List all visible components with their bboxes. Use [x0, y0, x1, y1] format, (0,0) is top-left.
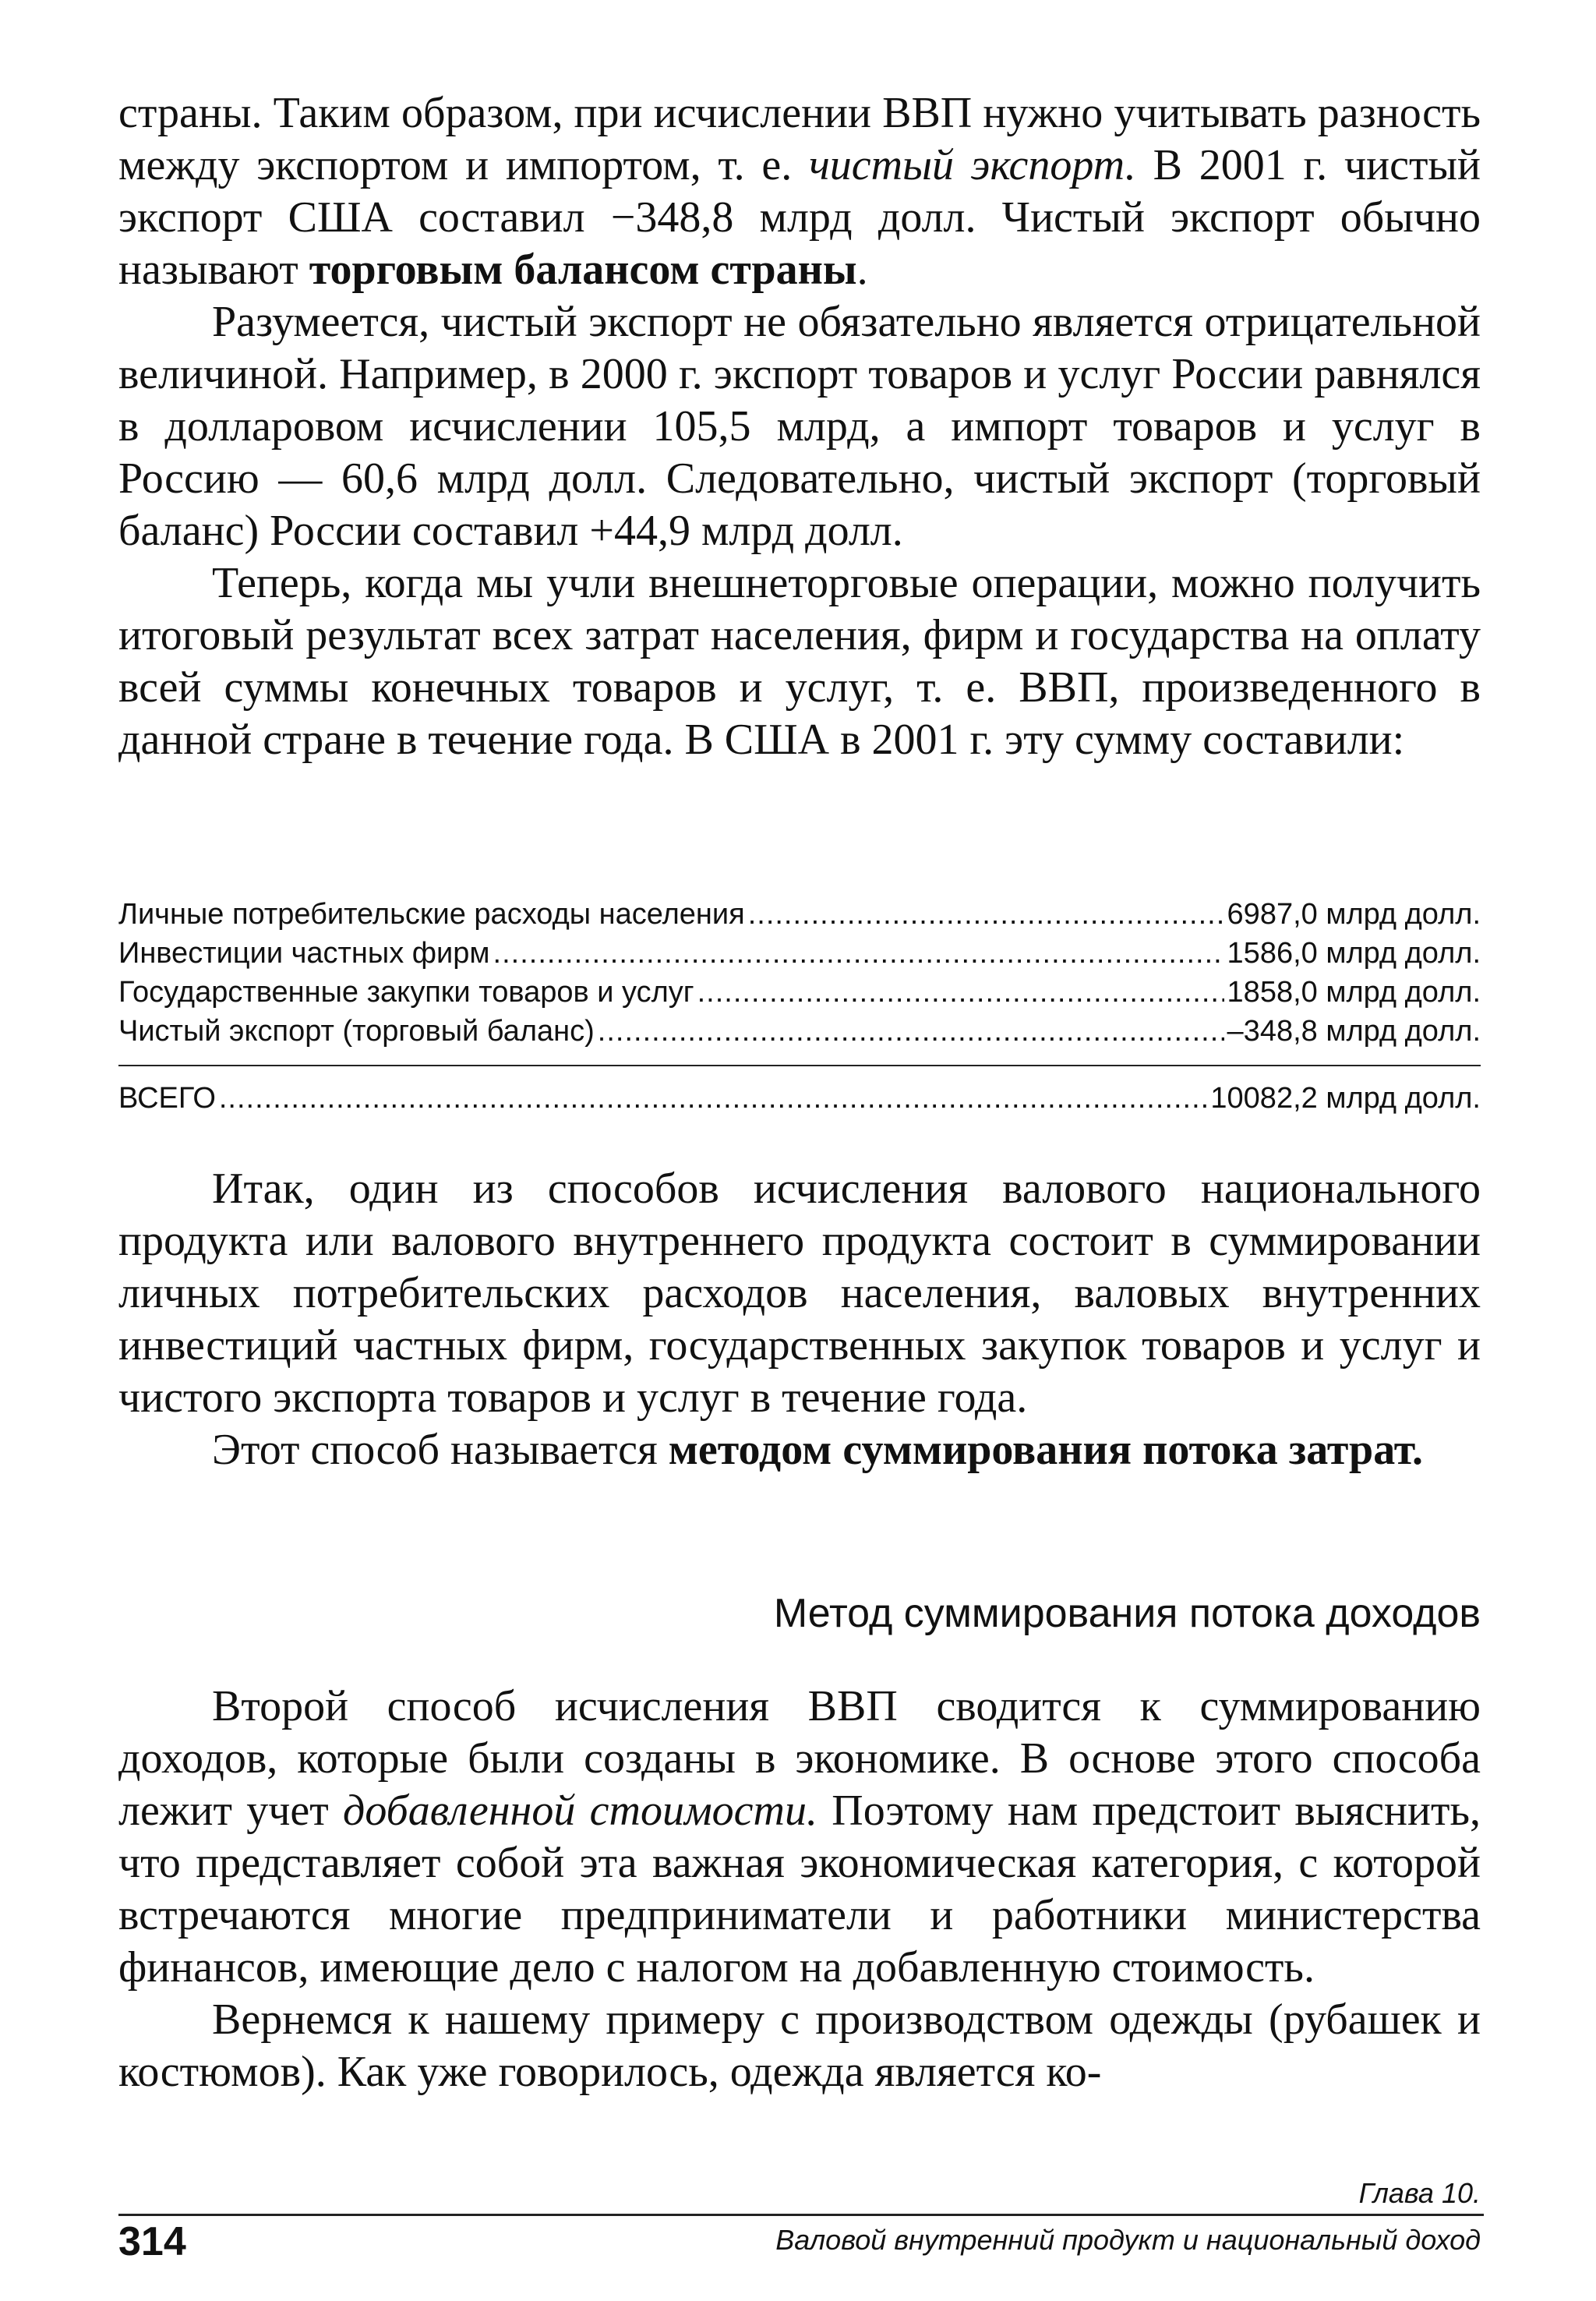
table-row	[118, 1012, 1481, 1051]
paragraph-summary: Итак, один из способов исчисления валового национального продукта или валового внутреннего продукта состоит в суммировании личных потребительских расходов населения, валовых внутренних инвестиций частных фирм, государственных закупок товаров и услуг и чистого экспорта товаров и услуг в течение года.	[118, 1165, 1481, 1422]
dot-leader	[697, 973, 1224, 1012]
total-divider	[118, 1065, 1481, 1066]
paragraph-gdp-total: Теперь, когда мы учли внешнеторговые операции, можно получить итоговый результат всех затрат населения, фирм и государства на оплату всей суммы конечных товаров и услуг, т. е. ВВП, произведенного в данной стране в течение года. В США в 2001 г. эту сумму составили:	[118, 559, 1481, 764]
gdp-expenditure-table	[118, 895, 1481, 1118]
footer-chapter-title: Валовой внутренний продукт и национальный доход	[775, 2224, 1481, 2256]
table-total-row	[118, 1079, 1481, 1118]
row-value: –348,8 млрд долл.	[1227, 1015, 1481, 1048]
term-net-export: чистый экспорт.	[809, 141, 1136, 189]
text-run: Этот способ называется	[212, 1426, 669, 1474]
text-run: .	[856, 246, 868, 294]
text-run: страны. Таким образом, при исчислении ВВП нужно учитывать разность между экспортом и импортом, т. е.	[118, 89, 1481, 189]
row-value: 1586,0 млрд долл.	[1227, 937, 1481, 970]
row-label: Личные потребительские расходы населения	[118, 898, 745, 931]
paragraph-russia-example: Разумеется, чистый экспорт не обязательно является отрицательной величиной. Например, в 2000 г. экспорт товаров и услуг России равнялся в долларовом исчислении 105,5 млрд, а импорт товаров и услуг в Россию — 60,6 млрд долл. Следовательно, чистый экспорт (торговый баланс) России составил +44,9 млрд долл.	[118, 298, 1481, 555]
dot-leader	[493, 934, 1224, 973]
dot-leader	[598, 1012, 1224, 1051]
table-row	[118, 895, 1481, 934]
dot-leader	[748, 895, 1224, 934]
paragraph-value-added	[118, 1681, 1481, 1994]
row-label: Инвестиции частных фирм	[118, 937, 490, 970]
dot-leader	[219, 1079, 1208, 1118]
footer-divider	[118, 2214, 1484, 2216]
paragraph-net-export	[118, 87, 1481, 296]
page-number: 314	[118, 2219, 186, 2264]
term-trade-balance: торговым балансом страны	[309, 246, 857, 294]
row-value: 6987,0 млрд долл.	[1227, 898, 1481, 931]
table-row	[118, 934, 1481, 973]
income-method-section	[118, 1681, 1481, 2098]
total-value: 10082,2 млрд долл.	[1210, 1082, 1481, 1115]
conclusion-section	[118, 1163, 1481, 1476]
term-value-added: добавленной стоимости.	[343, 1787, 817, 1835]
term-expenditure-method: методом суммирования потока затрат.	[668, 1426, 1424, 1474]
intro-section	[118, 87, 1481, 766]
table-row	[118, 973, 1481, 1012]
text-run: Второй способ исчисления ВВП сводится к суммированию доходов, которые были созданы в экономике. В основе этого способа лежит учет	[118, 1682, 1481, 1835]
text-run: В 2001 г. чистый экспорт США составил −348,8 млрд долл. Чистый экспорт обычно называют	[118, 141, 1481, 294]
paragraph-method-name	[118, 1424, 1481, 1476]
text-run: Поэтому нам предстоит выяснить, что представляет собой эта важная экономическая категория, с которой встречаются многие предприниматели и работники министерства финансов, имеющие дело с налогом на добавленную стоимость.	[118, 1787, 1481, 1992]
section-heading: Метод суммирования потока доходов	[773, 1591, 1481, 1636]
paragraph-clothing-example: Вернемся к нашему примеру с производством одежды (рубашек и костюмов). Как уже говорилось, одежда является ко-	[118, 1995, 1481, 2096]
row-label: Чистый экспорт (торговый баланс)	[118, 1015, 595, 1048]
row-value: 1858,0 млрд долл.	[1227, 976, 1481, 1009]
row-label: Государственные закупки товаров и услуг	[118, 976, 694, 1009]
total-label: ВСЕГО	[118, 1082, 216, 1115]
footer-chapter: Глава 10.	[1358, 2177, 1481, 2209]
